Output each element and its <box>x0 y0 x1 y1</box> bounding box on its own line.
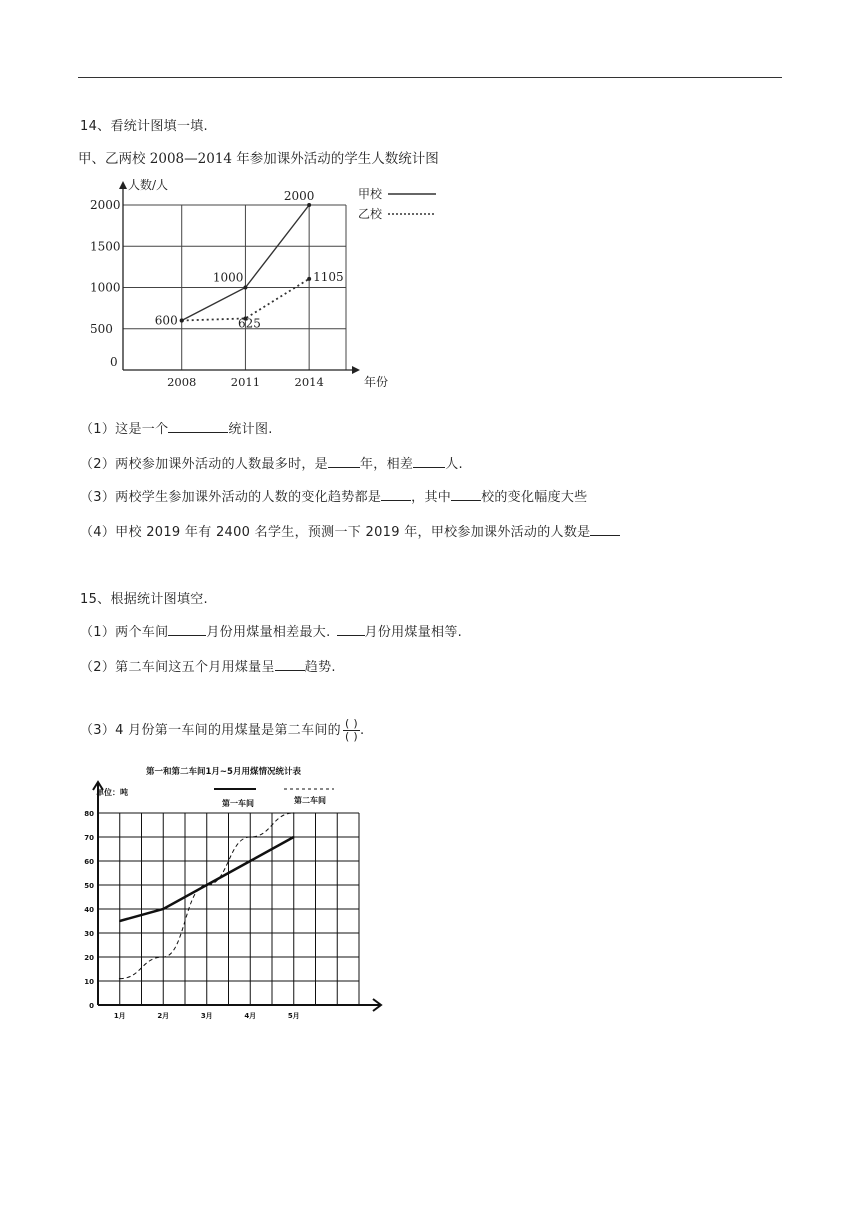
chart1-y-tick-label: 2000 <box>90 198 121 212</box>
chart1-data-label: 1000 <box>212 270 244 285</box>
chart2-data-point <box>249 860 251 862</box>
chart1-x-axis-label: 年份 <box>364 375 389 389</box>
chart1-data-point <box>243 286 247 290</box>
chart1-data-point <box>180 319 184 323</box>
chart2-data-point <box>293 812 295 814</box>
chart2-x-tick-label: 3月 <box>200 1012 213 1020</box>
answer-blank[interactable] <box>381 488 411 501</box>
answer-blank[interactable] <box>337 623 365 636</box>
chart2-legend <box>214 789 334 808</box>
chart2-y-tick-label: 70 <box>84 834 94 842</box>
legend-label-a: 甲校 <box>358 187 383 201</box>
legend-label-a: 第一车间 <box>222 799 254 808</box>
chart1-y-tick-label: 500 <box>90 321 113 336</box>
q14-1-suffix: 统计图. <box>228 422 273 437</box>
q15-2-prefix: （2）第二车间这五个月用煤量呈 <box>80 660 275 675</box>
q15-item-1 <box>80 621 462 640</box>
chart1-data-point <box>307 277 311 281</box>
q14-3-suffix: 校的变化幅度大些 <box>481 490 588 505</box>
chart2-x-tick-label: 1月 <box>113 1012 126 1020</box>
legend-label-b: 乙校 <box>358 207 383 221</box>
q15-1-mid: 月份用煤量相差最大. <box>206 625 331 640</box>
q14-4-prefix: （4）甲校 2019 年有 2400 名学生，预测一下 2019 年，甲校参加课外活动的人数是 <box>80 525 591 540</box>
q14-2-suffix: 人. <box>445 457 463 472</box>
answer-blank[interactable] <box>168 623 206 636</box>
chart1-x-tick-label: 2008 <box>167 375 197 389</box>
chart2-data-point <box>162 956 164 958</box>
q15-2-suffix: 趋势. <box>304 660 336 675</box>
q14-2-prefix: （2）两校参加课外活动的人数最多时，是 <box>80 457 328 472</box>
chart1-data-label: 625 <box>237 316 261 331</box>
chart2-y-tick-label: 80 <box>84 810 94 818</box>
answer-blank[interactable] <box>413 455 445 468</box>
q14-item-3 <box>80 486 587 505</box>
fraction-denominator: ( ) <box>344 730 358 743</box>
chart1-x-tick-label: 2014 <box>294 375 324 389</box>
answer-blank[interactable] <box>168 420 228 433</box>
chart2-title: 第一和第二车间1月~5月用煤情况统计表 <box>146 767 301 777</box>
chart1-x-arrow <box>352 366 360 374</box>
chart1-title: 甲、乙两校 2008—2014 年参加课外活动的学生人数统计图 <box>78 151 439 167</box>
q15-line-chart <box>78 760 398 1030</box>
q14-3-mid: ，其中 <box>411 490 452 505</box>
chart1-y-tick-label: 1000 <box>90 280 121 295</box>
q14-item-1 <box>80 418 273 437</box>
answer-blank[interactable] <box>451 488 481 501</box>
q14-3-prefix: （3）两校学生参加课外活动的人数的变化趋势都是 <box>80 490 382 505</box>
chart1-y-axis-label: 人数/人 <box>128 178 169 192</box>
q15-3-prefix: （3）4 月份第一车间的用煤量是第二车间的 <box>80 723 341 738</box>
answer-blank[interactable] <box>328 455 360 468</box>
chart2-y-tick-label: 10 <box>84 978 94 986</box>
chart1-data-label: 1105 <box>313 269 344 284</box>
chart2-y-tick-label: 20 <box>84 954 94 962</box>
chart1-x-tick-label: 2011 <box>230 375 261 389</box>
q15-3-suffix: . <box>359 723 365 738</box>
chart2-y-tick-label: 0 <box>89 1002 94 1010</box>
answer-blank[interactable] <box>275 658 305 671</box>
q15-heading: 15、根据统计图填空. <box>80 592 208 607</box>
chart2-data-point <box>162 908 164 910</box>
chart2-data-point <box>293 836 295 838</box>
chart2-y-tick-label: 50 <box>84 882 94 890</box>
legend-label-b: 第二车间 <box>294 796 326 805</box>
header-rule <box>78 77 782 78</box>
chart1-y-tick-label: 0 <box>110 355 118 369</box>
q15-item-2 <box>80 656 336 675</box>
chart2-x-tick-label: 5月 <box>287 1012 300 1020</box>
chart2-x-tick-label: 2月 <box>157 1012 170 1020</box>
chart1-y-arrow <box>119 181 127 189</box>
chart2-x-tick-label: 4月 <box>244 1012 257 1020</box>
fraction-blank[interactable] <box>343 718 360 743</box>
chart2-data-point <box>206 884 208 886</box>
chart1-data-label: 600 <box>154 313 178 328</box>
fraction-numerator: ( ) <box>344 717 358 730</box>
chart1-data-label: 2000 <box>283 189 315 203</box>
chart2-y-tick-label: 30 <box>84 930 94 938</box>
chart1-data-point <box>307 203 311 207</box>
q15-1-prefix: （1）两个车间 <box>80 625 169 640</box>
chart1-legend <box>358 186 436 221</box>
chart2-data-point <box>119 920 121 922</box>
chart2-y-tick-label: 40 <box>84 906 94 914</box>
q14-item-2 <box>80 453 463 472</box>
q14-heading: 14、看统计图填一填. <box>80 119 208 134</box>
q14-2-mid: 年，相差 <box>359 457 414 472</box>
chart1-y-tick-label: 1500 <box>90 239 121 254</box>
chart2-data-point <box>249 836 251 838</box>
answer-blank[interactable] <box>590 523 620 536</box>
q14-item-4 <box>80 521 620 540</box>
q14-line-chart <box>70 145 490 395</box>
q14-1-prefix: （1）这是一个 <box>80 422 169 437</box>
chart2-y-tick-label: 60 <box>84 858 94 866</box>
chart2-data-point <box>119 978 121 980</box>
chart2-unit-label: 单位：吨 <box>96 788 128 797</box>
q15-1-suffix: 月份用煤量相等. <box>364 625 463 640</box>
q15-item-3 <box>80 718 364 743</box>
